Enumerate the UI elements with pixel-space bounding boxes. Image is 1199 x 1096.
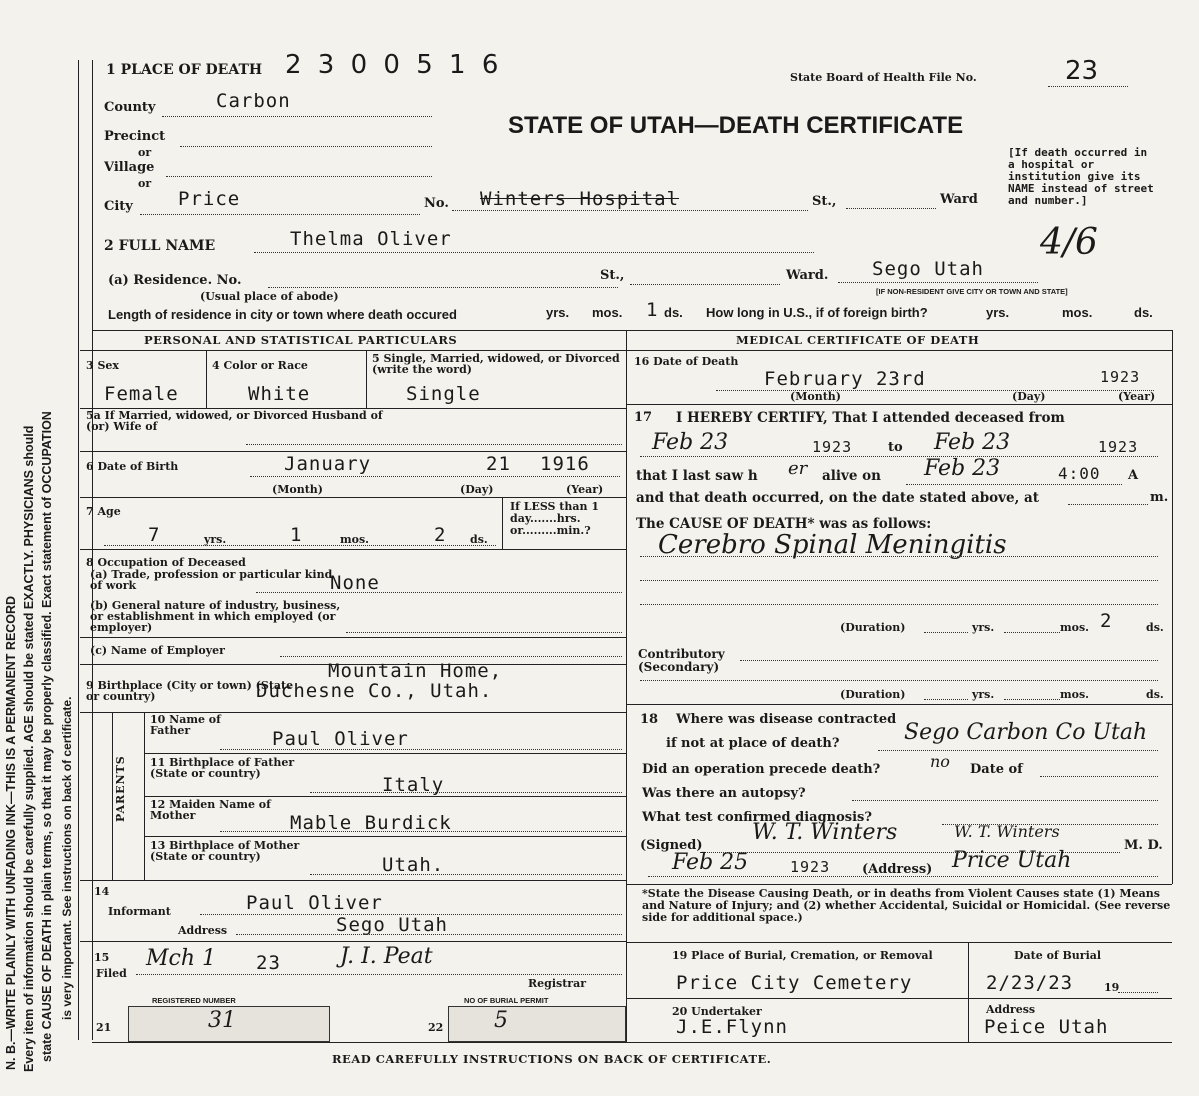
usual-place-label: (Usual place of abode) [200,290,339,303]
informant-label: Informant [108,905,171,918]
burial-place: Price City Cemetery [676,972,913,994]
occupation-label: 8 Occupation of Deceased [86,556,246,569]
filed-date: Mch 1 [146,946,217,971]
filed-number: 15 [94,951,110,964]
yrs-label: yrs. [986,305,1010,320]
attended-from: Feb 23 [652,430,729,455]
yrs-label: yrs. [972,621,995,634]
certify-number: 17 [634,410,653,425]
age-yrs: 7 [148,524,161,546]
certify-text: I HEREBY CERTIFY, That I attended deceased from [676,410,1065,426]
birthplace-label: 9 Birthplace (City or town) (State or country) [86,679,294,703]
side-note-2: Every item of information should be carefully supplied. AGE should be stated EXACTLY. PHYSICIANS should [22,425,36,1072]
attended-to-year: 1923 [1098,438,1139,456]
cause-label: The CAUSE OF DEATH* was as follows: [636,516,932,532]
color-value: White [248,383,311,405]
burial-permit-number: 5 [494,1008,508,1033]
parents-label: PARENTS [114,755,127,822]
registered-item-number: 21 [96,1021,112,1034]
occupation-value: None [330,572,380,594]
employer-label: (c) Name of Employer [90,644,225,657]
registered-number: 31 [208,1008,236,1033]
filed-label: Filed [96,967,127,980]
ds-label: ds. [1134,305,1153,320]
certificate-title: STATE OF UTAH—DEATH CERTIFICATE [508,112,964,139]
autopsy-question: Was there an autopsy? [642,786,806,801]
city-label: City [104,199,133,214]
side-note-4: is very important. See instructions on back of certificate. [60,696,74,1020]
or-label: or [138,177,152,190]
form-left-border [78,60,79,1040]
husband-label: 5a If Married, widowed, or Divorced Husband of (or) Wife of [86,409,383,433]
age-label: 7 Age [86,505,121,518]
age-ds: 2 [434,524,447,546]
stamp-number: 2 3 0 0 5 1 6 [285,50,503,80]
contributory-label: Contributory (Secondary) [638,647,725,674]
registrar-signature: J. I. Peat [340,944,433,969]
county-label: County [104,100,156,115]
full-name: Thelma Oliver [290,228,452,250]
signed-label: (Signed) [640,838,703,853]
burial-permit-box [448,1006,626,1042]
side-note-3: state CAUSE OF DEATH in plain terms, so that it may be properly classified. Exact statement of OCCUPATION [40,411,54,1062]
operation-question: Did an operation precede death? [642,762,881,777]
ds-label: ds. [1146,621,1164,634]
ds-label: ds. [664,305,683,320]
sex-value: Female [104,383,179,405]
operation-answer: no [930,752,950,771]
burial-date-label: Date of Burial [1014,949,1102,962]
residence-value: Sego Utah [872,258,984,280]
death-date: February 23rd [764,368,926,390]
father-name: Paul Oliver [272,728,409,750]
month-caption: (Month) [790,390,841,403]
duration-label: (Duration) [840,688,906,701]
attended-to: Feb 23 [934,430,1011,455]
st-label-2: St., [600,268,625,283]
yrs-label: yrs. [972,688,995,701]
birthplace-line2: Duchesne Co., Utah. [256,680,493,702]
informant-address: Sego Utah [336,914,448,936]
where-contracted-label: Where was disease contracted [676,712,897,727]
last-saw-her: er [788,458,808,479]
signed-year: 1923 [790,858,831,876]
mos-label: mos. [1062,305,1093,320]
registered-number-label: REGISTERED NUMBER [152,996,236,1005]
length-residence-label: Length of residence in city or town where death occured [108,307,457,322]
mother-birthplace: Utah. [382,854,445,876]
dob-day: 21 [486,453,511,475]
personal-heading: PERSONAL AND STATISTICAL PARTICULARS [144,333,458,347]
st-label: St., [812,194,837,209]
question-18-number: 18 [640,712,659,727]
year-caption: (Year) [1118,390,1156,403]
county-value: Carbon [216,90,291,112]
physician-address: Price Utah [952,848,1072,873]
birthplace-line1: Mountain Home, [328,660,503,682]
mos-label: mos. [340,533,369,546]
m-label: m. [1150,490,1169,505]
hospital-note: [If death occurred in a hospital or institution give its NAME instead of street and number.] [1008,146,1154,207]
margin-mark: 4/6 [1040,222,1098,263]
day-caption: (Day) [1012,390,1046,403]
day-caption: (Day) [460,483,494,496]
death-occurred-text: and that death occurred, on the date stated above, at [636,490,1040,506]
mother-birthplace-label: 13 Birthplace of Mother (State or country) [150,839,300,863]
cause-of-death: Cerebro Spinal Meningitis [658,530,1007,560]
father-birthplace: Italy [382,774,445,796]
age-mos: 1 [290,524,303,546]
last-saw-text: that I last saw h [636,468,758,484]
less-than-label: If LESS than 1 day.......hrs. or.........min.? [510,500,599,537]
yrs-label: yrs. [546,305,570,320]
side-note-1: N. B.—WRITE PLAINLY WITH UNFADING INK—THIS IS A PERMANENT RECORD [4,595,18,1070]
dob-year: 1916 [540,453,590,475]
color-label: 4 Color or Race [212,359,308,372]
informant-number: 14 [94,885,110,898]
father-name-label: 10 Name of Father [150,713,221,737]
informant-address-label: Address [178,924,228,937]
test-question: What test confirmed diagnosis? [642,810,872,825]
footer-instructions: READ CAREFULLY INSTRUCTIONS ON BACK OF CERTIFICATE. [332,1052,772,1066]
registrar-label: Registrar [528,977,587,990]
if-not-label: if not at place of death? [666,736,840,751]
am-label: A [1128,468,1139,483]
village-label: Village [104,160,155,175]
place-of-death-label: 1 PLACE OF DEATH [106,62,263,78]
contracted-place: Sego Carbon Co Utah [904,720,1148,745]
last-saw-time: 4:00 [1058,464,1101,483]
occupation-a-label: (a) Trade, profession or particular kind of work [90,568,333,592]
last-saw-date: Feb 23 [924,456,1001,481]
death-date-label: 16 Date of Death [634,355,739,368]
street-value: Winters Hospital [480,188,680,210]
form-inner-left-border [92,60,93,1040]
how-long-label: How long in U.S., if of foreign birth? [706,305,928,320]
undertaker-label: 20 Undertaker [672,1005,762,1018]
medical-heading: MEDICAL CERTIFICATE OF DEATH [736,333,980,347]
mos-label: mos. [592,305,623,320]
address-label: (Address) [862,862,933,877]
right-border [1172,330,1173,884]
date-of-label: Date of [970,762,1023,777]
ds-label: ds. [1146,688,1164,701]
mother-name: Mable Burdick [290,812,452,834]
file-no: 23 [1065,56,1099,86]
signed-date: Feb 25 [672,850,749,875]
dob-month: January [284,453,372,475]
duration-label: (Duration) [840,621,906,634]
center-divider [626,330,627,1042]
physician-signature: W. T. Winters [752,820,898,845]
attended-from-year: 1923 [812,438,853,456]
to-label: to [888,440,903,455]
undertaker-address-label: Address [986,1003,1036,1016]
yrs-label: yrs. [204,533,227,546]
burial-permit-label: NO OF BURIAL PERMIT [464,996,549,1005]
cause-note: *State the Disease Causing Death, or in deaths from Violent Causes state (1) Means and Nature of Injury; and (2) whether Accidental, Suicidal or Homicidal. (See reverse side for additional space.) [642,887,1171,924]
year-caption: (Year) [566,483,604,496]
no-label: No. [424,196,449,211]
or-label: or [138,146,152,159]
mother-name-label: 12 Maiden Name of Mother [150,798,271,822]
burial-year-suffix: 19 [1104,981,1120,994]
length-ds-value: 1 [646,299,659,321]
marital-label: 5 Single, Married, widowed, or Divorced (write the word) [372,352,620,376]
ward-label-2: Ward. [786,268,829,283]
dob-label: 6 Date of Birth [86,460,179,473]
mos-label: mos. [1060,688,1089,701]
burial-date: 2/23/23 [986,972,1074,994]
duration-mos: 2 [1100,610,1113,632]
father-birthplace-label: 11 Birthplace of Father (State or country) [150,756,295,780]
grid-line [92,330,1172,331]
marital-value: Single [406,383,481,405]
mos-label: mos. [1060,621,1089,634]
physician-signature-2: W. T. Winters [954,822,1060,841]
death-year: 1923 [1100,368,1141,386]
residence-label: (a) Residence. No. [108,273,242,288]
city-value: Price [178,188,241,210]
file-no-label: State Board of Health File No. [790,71,977,84]
full-name-label: 2 FULL NAME [104,238,216,254]
permit-item-number: 22 [428,1021,444,1034]
nonresident-note: [IF NON-RESIDENT GIVE CITY OR TOWN AND STATE] [876,287,1068,296]
month-caption: (Month) [272,483,323,496]
occupation-b-label: (b) General nature of industry, business, or establishment in which employed (or employer) [90,599,341,634]
precinct-label: Precinct [104,129,166,144]
filed-year: 23 [256,952,281,974]
alive-on-label: alive on [822,468,881,484]
undertaker-name: J.E.Flynn [676,1016,788,1038]
md-label: M. D. [1124,838,1163,853]
ds-label: ds. [470,533,488,546]
burial-place-label: 19 Place of Burial, Cremation, or Removal [672,949,933,962]
undertaker-address: Peice Utah [984,1016,1109,1038]
informant-value: Paul Oliver [246,892,383,914]
ward-label: Ward [940,192,978,207]
sex-label: 3 Sex [86,359,119,372]
